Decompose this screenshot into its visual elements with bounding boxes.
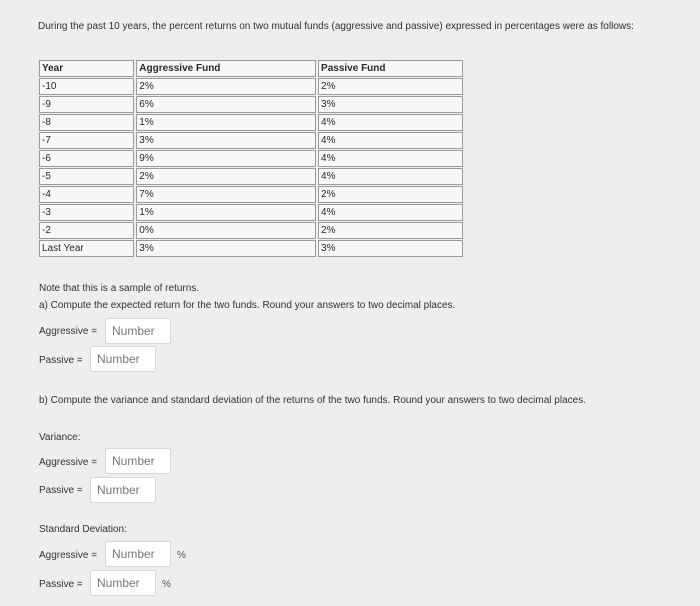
table-row <box>39 132 463 149</box>
table-row <box>39 186 463 203</box>
std-dev-aggressive-input[interactable] <box>105 541 171 567</box>
cell-passive: 3% <box>318 240 463 257</box>
cell-passive: 2% <box>318 222 463 239</box>
cell-aggressive: 7% <box>136 186 316 203</box>
variance-passive-input[interactable] <box>90 477 156 503</box>
part-b-instructions: b) Compute the variance and standard deviation of the returns of the two funds. Round your answers to two decimal places. <box>39 395 586 406</box>
intro-text: During the past 10 years, the percent returns on two mutual funds (aggressive and passive) expressed in percentages were as follows: <box>38 21 634 32</box>
cell-aggressive: 3% <box>136 240 316 257</box>
cell-year: -7 <box>39 132 134 149</box>
table-row <box>39 240 463 257</box>
table-row <box>39 114 463 131</box>
std-dev-passive-percent: % <box>162 579 171 590</box>
cell-year: -3 <box>39 204 134 221</box>
cell-year: -2 <box>39 222 134 239</box>
cell-passive: 4% <box>318 204 463 221</box>
cell-aggressive: 1% <box>136 204 316 221</box>
part-a-instructions: a) Compute the expected return for the two funds. Round your answers to two decimal places. <box>39 300 456 311</box>
cell-passive: 4% <box>318 132 463 149</box>
cell-year: -8 <box>39 114 134 131</box>
variance-aggressive-label: Aggressive = <box>39 457 98 468</box>
cell-year: -10 <box>39 78 134 95</box>
cell-passive: 2% <box>318 186 463 203</box>
std-dev-passive-label: Passive = <box>39 579 83 590</box>
std-dev-aggressive-percent: % <box>177 550 186 561</box>
std-dev-heading: Standard Deviation: <box>39 524 127 535</box>
table-row <box>39 168 463 185</box>
cell-passive: 2% <box>318 78 463 95</box>
table-row <box>39 222 463 239</box>
cell-year: -9 <box>39 96 134 113</box>
table-row <box>39 96 463 113</box>
expected-aggressive-input[interactable] <box>105 318 171 344</box>
variance-passive-label: Passive = <box>39 485 83 496</box>
variance-aggressive-input[interactable] <box>105 448 171 474</box>
cell-aggressive: 1% <box>136 114 316 131</box>
cell-year: -5 <box>39 168 134 185</box>
cell-year: -4 <box>39 186 134 203</box>
std-dev-passive-input[interactable] <box>90 570 156 596</box>
header-aggressive: Aggressive Fund <box>136 60 316 77</box>
sample-note: Note that this is a sample of returns. <box>39 283 200 294</box>
expected-passive-input[interactable] <box>90 346 156 372</box>
header-passive: Passive Fund <box>318 60 463 77</box>
cell-passive: 4% <box>318 114 463 131</box>
expected-passive-label: Passive = <box>39 355 83 366</box>
table-row <box>39 204 463 221</box>
cell-aggressive: 3% <box>136 132 316 149</box>
cell-passive: 4% <box>318 150 463 167</box>
cell-passive: 3% <box>318 96 463 113</box>
cell-year: Last Year <box>39 240 134 257</box>
header-year: Year <box>39 60 134 77</box>
cell-aggressive: 0% <box>136 222 316 239</box>
returns-table <box>37 59 465 258</box>
cell-aggressive: 6% <box>136 96 316 113</box>
table-row <box>39 78 463 95</box>
table-row <box>39 150 463 167</box>
cell-aggressive: 2% <box>136 78 316 95</box>
cell-passive: 4% <box>318 168 463 185</box>
variance-heading: Variance: <box>39 432 81 443</box>
cell-year: -6 <box>39 150 134 167</box>
cell-aggressive: 2% <box>136 168 316 185</box>
expected-aggressive-label: Aggressive = <box>39 326 98 337</box>
cell-aggressive: 9% <box>136 150 316 167</box>
table-header-row <box>39 60 463 77</box>
std-dev-aggressive-label: Aggressive = <box>39 550 98 561</box>
